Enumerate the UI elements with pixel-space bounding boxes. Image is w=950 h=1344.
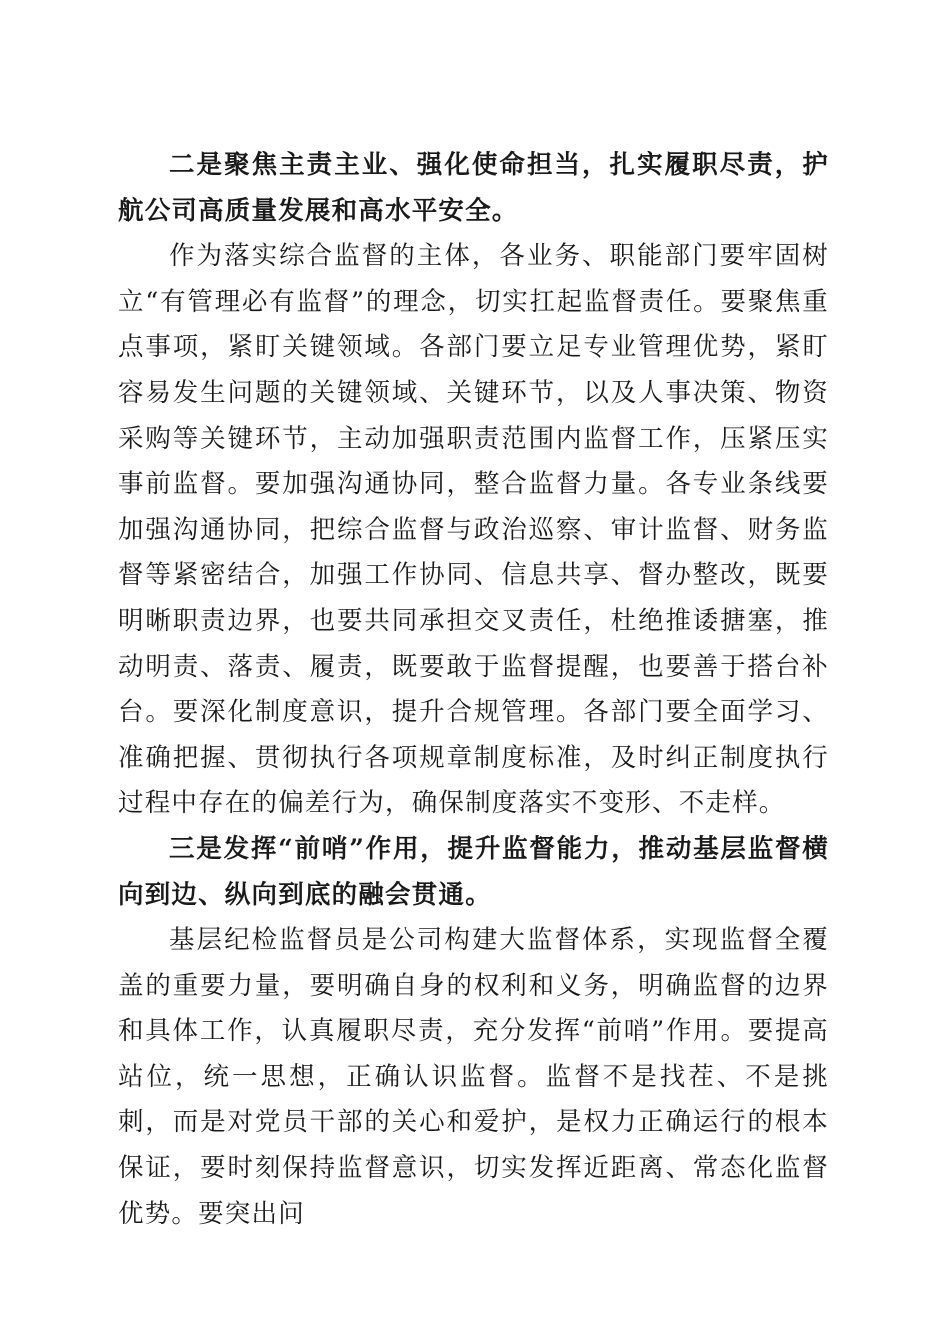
body-paragraph-two: 基层纪检监督员是公司构建大监督体系，实现监督全覆盖的重要力量，要明确自身的权利和义务，明确监督的边界和具体工作，认真履职尽责，充分发挥“前哨”作用。要提高站位，统一思想，正确认识监督。监督不是找茬、不是挑刺，而是对党员干部的关心和爱护，是权力正确运行的根本保证，要时刻保持监督意识，切实发挥近距离、常态化监督优势。要突出问 — [118, 925, 829, 1229]
body-paragraph-one: 作为落实综合监督的主体，各业务、职能部门要牢固树立“有管理必有监督”的理念，切实扛起监督责任。要聚焦重点事项，紧盯关键领域。各部门要立足专业管理优势，紧盯容易发生问题的关键领域、关键环节，以及人事决策、物资采购等关键环节，主动加强职责范围内监督工作，压紧压实事前监督。要加强沟通协同，整合监督力量。各专业条线要加强沟通协同，把综合监督与政治巡察、审计监督、财务监督等紧密结合，加强工作协同、信息共享、督办整改，既要明晰职责边界，也要共同承担交叉责任，杜绝推诿搪塞，推动明责、落责、履责，既要敢于监督提醒，也要善于搭台补台。要深化制度意识，提升合规管理。各部门要全面学习、准确把握、贯彻执行各项规章制度标准，及时纠正制度执行过程中存在的偏差行为，确保制度落实不变形、不走样。 — [118, 241, 829, 819]
document-body — [118, 143, 829, 1237]
section-heading-two: 二是聚焦主责主业、强化使命担当，扎实履职尽责，护航公司高质量发展和高水平安全。 — [118, 150, 829, 226]
section-heading-three: 三是发挥“前哨”作用，提升监督能力，推动基层监督横向到边、纵向到底的融会贯通。 — [118, 833, 829, 910]
